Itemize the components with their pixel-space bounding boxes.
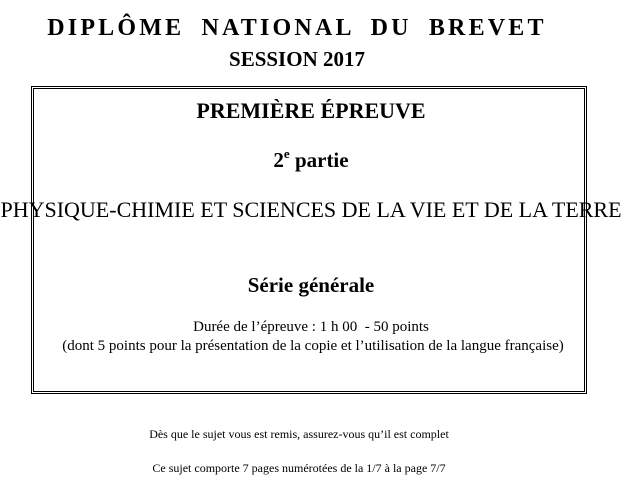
- exam-session: SESSION 2017: [229, 47, 365, 71]
- duration-text: Durée de l’épreuve : 1 h 00 - 50 points: [193, 319, 429, 335]
- part-word: partie: [289, 148, 349, 172]
- part-number: 2: [273, 148, 284, 172]
- exam-title: DIPLÔME NATIONAL DU BREVET: [47, 15, 547, 41]
- completeness-notice: Dès que le sujet vous est remis, assurez-vous qu’il est complet: [149, 427, 449, 441]
- subject-title: PHYSIQUE-CHIMIE ET SCIENCES DE LA VIE ET DE LA TERRE: [0, 197, 622, 222]
- epreuve-title: PREMIÈRE ÉPREUVE: [196, 98, 426, 123]
- part-label: [0, 146, 622, 174]
- presentation-note: (dont 5 points pour la présentation de la copie et l’utilisation de la langue française): [62, 338, 564, 354]
- page-count-notice: Ce sujet comporte 7 pages numérotées de la 1/7 à la page 7/7: [152, 461, 446, 475]
- part-superscript: e: [283, 146, 290, 161]
- series-label: Série générale: [247, 273, 375, 297]
